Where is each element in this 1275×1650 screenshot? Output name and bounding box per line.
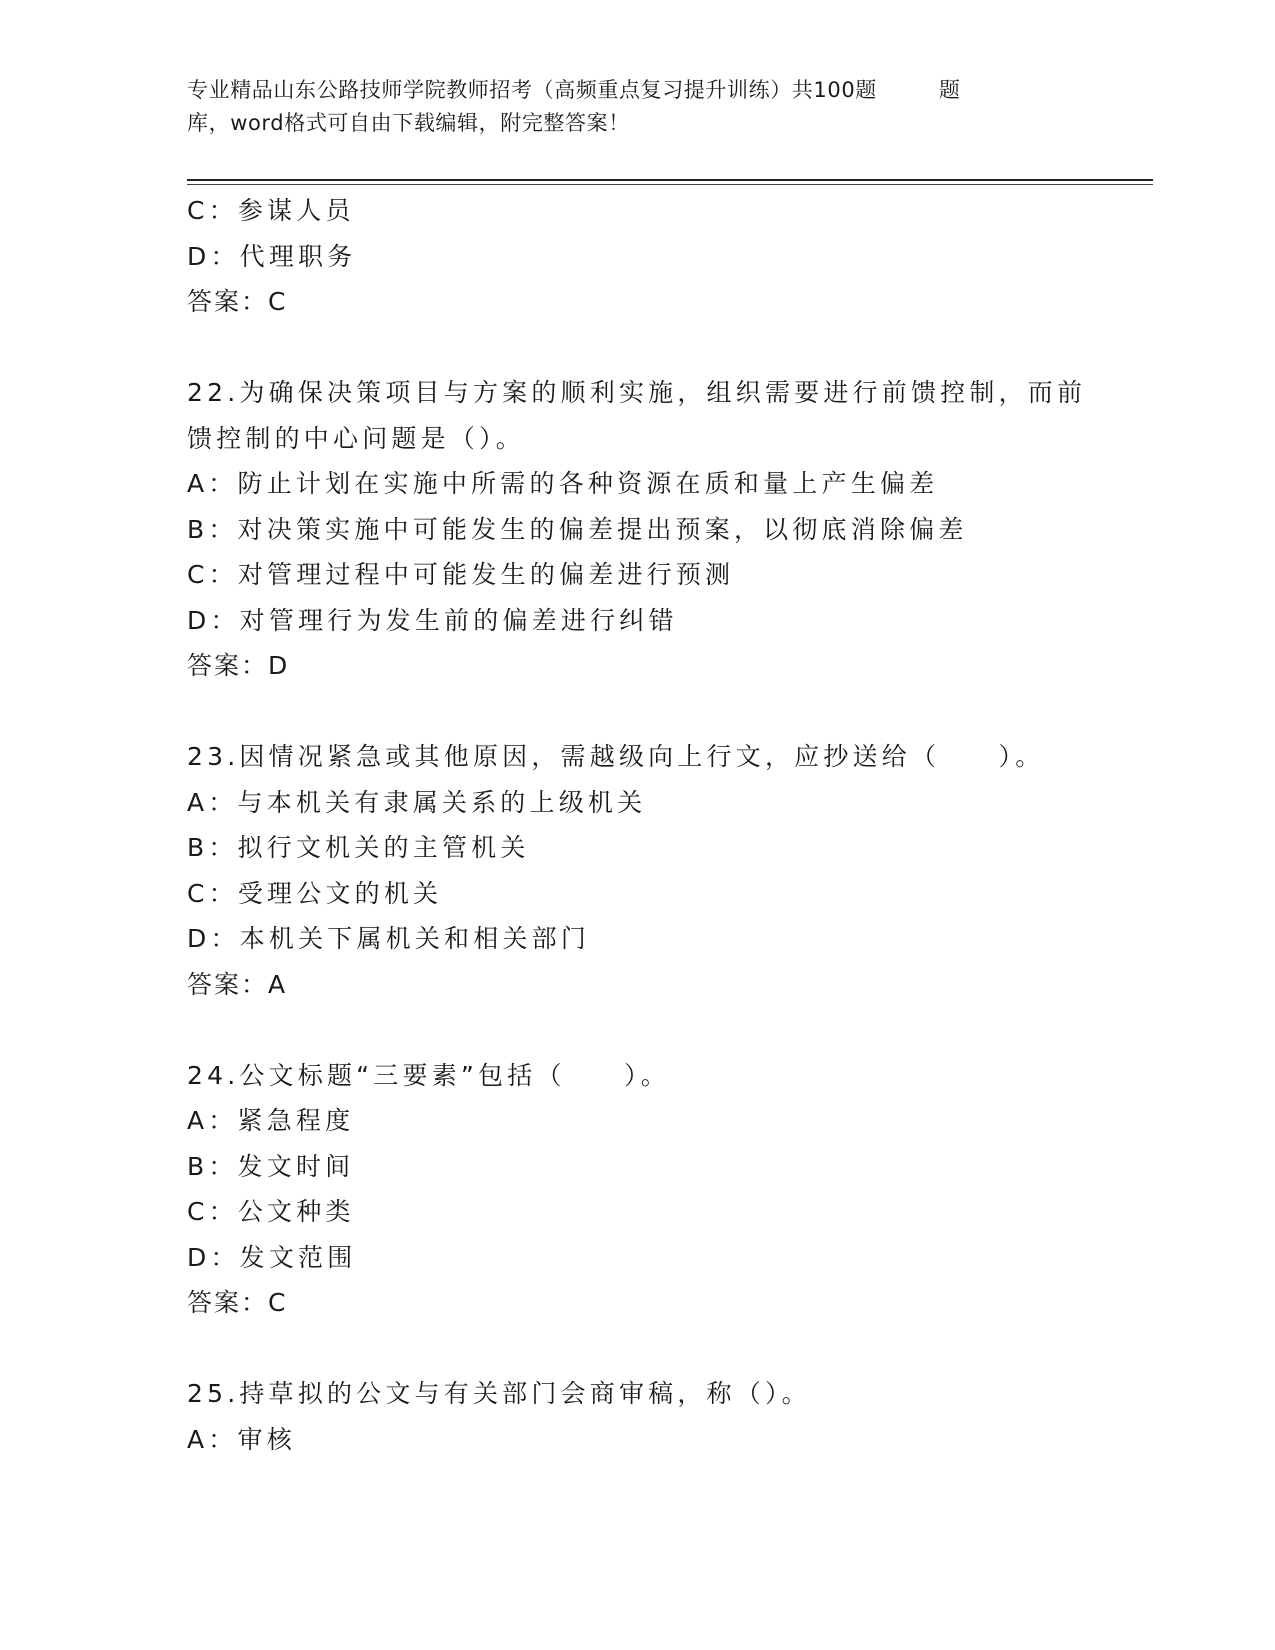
option-b: B：对决策实施中可能发生的偏差提出预案，以彻底消除偏差 <box>187 514 968 544</box>
question-stem: 25.持草拟的公文与有关部门会商审稿，称（）。 <box>187 1379 811 1408</box>
header-rule-thin <box>187 184 1153 185</box>
option-d: D：代理职务 <box>187 241 357 271</box>
option-c: C：对管理过程中可能发生的偏差进行预测 <box>187 560 735 589</box>
option-b: B：发文时间 <box>187 1151 355 1181</box>
question-stem: 23.因情况紧急或其他原因，需越级向上行文，应抄送给（ ）。 <box>187 742 1045 771</box>
answer-line: 答案：C <box>187 287 288 316</box>
answer-line: 答案：D <box>187 651 290 680</box>
header-rule-thick <box>187 179 1153 181</box>
option-d: D：发文范围 <box>187 1242 357 1272</box>
spacer <box>187 1326 1147 1372</box>
option-a: A：防止计划在实施中所需的各种资源在质和量上产生偏差 <box>187 469 939 498</box>
option-d: D：对管理行为发生前的偏差进行纠错 <box>187 605 678 635</box>
option-a: A：审核 <box>187 1424 296 1454</box>
option-c: C：参谋人员 <box>187 196 355 225</box>
question-stem: 22.为确保决策项目与方案的顺利实施，组织需要进行前馈控制，而前 <box>187 378 1087 407</box>
option-a: A：紧急程度 <box>187 1106 355 1135</box>
question-list <box>187 188 1147 1462</box>
header-title-line1: 专业精品山东公路技师学院教师招考（高频重点复习提升训练）共100题 <box>187 78 877 102</box>
spacer <box>187 1007 1147 1053</box>
option-c: C：受理公文的机关 <box>187 878 443 908</box>
spacer <box>187 689 1147 735</box>
header-title-line1-tail: 题 <box>938 78 961 102</box>
header-title-line2: 库，word格式可自由下载编辑，附完整答案！ <box>187 111 630 135</box>
answer-line: 答案：A <box>187 969 288 999</box>
option-d: D：本机关下属机关和相关部门 <box>187 924 591 953</box>
spacer <box>187 325 1147 371</box>
answer-line: 答案：C <box>187 1288 288 1317</box>
option-c: C：公文种类 <box>187 1197 355 1226</box>
option-b: B：拟行文机关的主管机关 <box>187 833 530 862</box>
option-a: A：与本机关有隶属关系的上级机关 <box>187 787 647 817</box>
question-stem-continued: 馈控制的中心问题是（）。 <box>187 423 525 453</box>
page-header <box>187 74 1087 140</box>
question-stem: 24.公文标题“三要素”包括（ ）。 <box>187 1060 670 1090</box>
